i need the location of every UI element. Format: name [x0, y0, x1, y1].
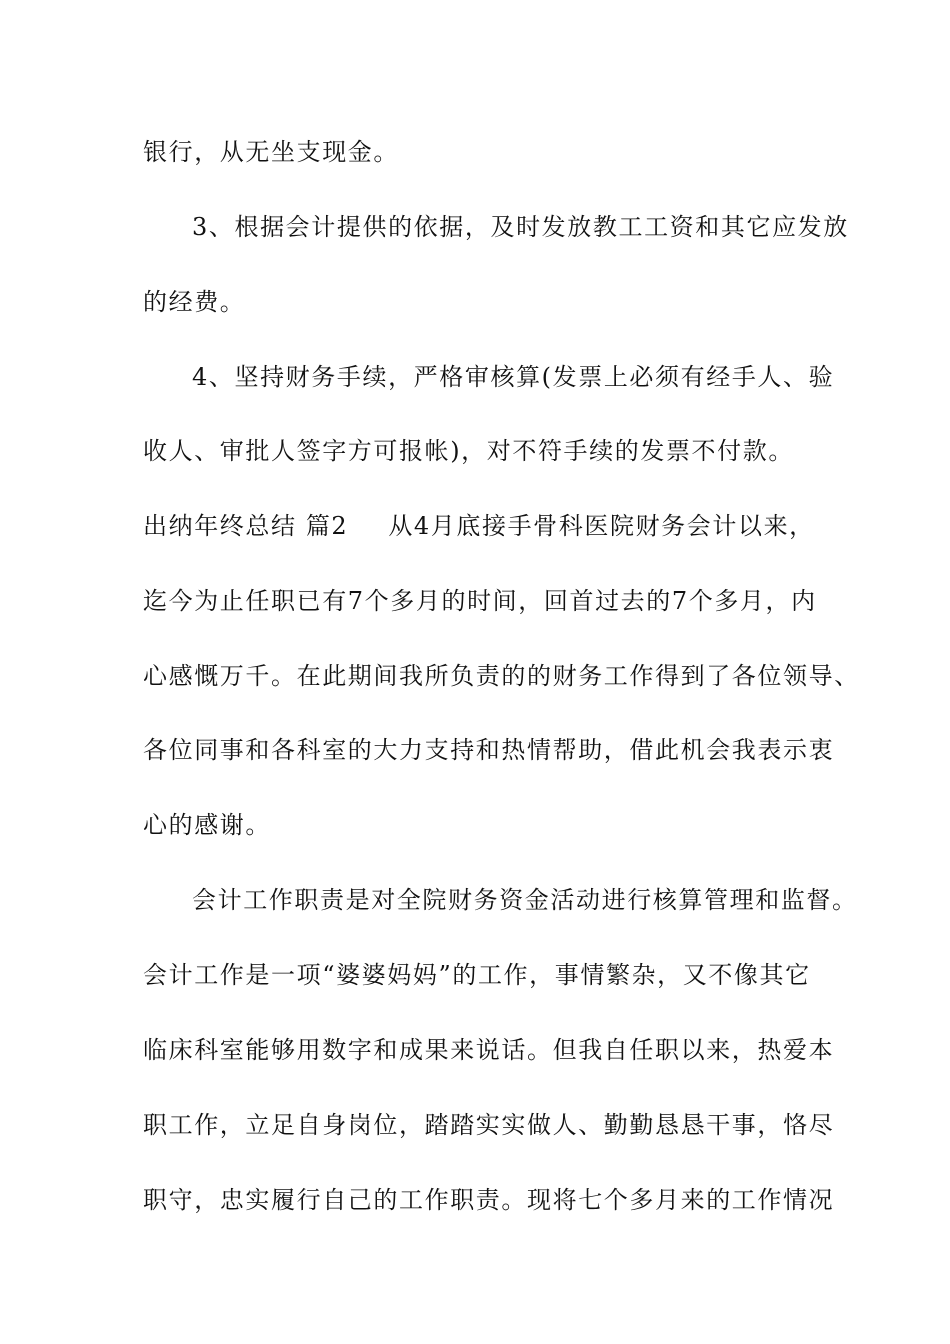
text-line-5: 收人、审批人签字方可报帐)，对不符手续的发票不付款。	[143, 437, 794, 465]
text-line-9: 各位同事和各科室的大力支持和热情帮助，借此机会我表示衷	[143, 736, 835, 764]
section-lead-text: 从4月底接手骨科医院财务会计以来，	[388, 512, 815, 540]
section-heading: 出纳年终总结 篇2	[143, 512, 349, 540]
text-line-13: 临床科室能够用数字和成果来说话。但我自任职以来，热爱本	[143, 1036, 835, 1064]
text-line-14: 职工作，立足自身岗位，踏踏实实做人、勤勤恳恳干事，恪尽	[143, 1111, 835, 1139]
text-line-11: 会计工作职责是对全院财务资金活动进行核算管理和监督。	[192, 886, 858, 914]
text-line-12: 会计工作是一项“婆婆妈妈”的工作，事情繁杂，又不像其它	[143, 961, 811, 989]
text-line-3: 的经费。	[143, 288, 246, 316]
section-heading-line	[143, 511, 815, 541]
text-line-7: 迄今为止任职已有7个多月的时间，回首过去的7个多月，内	[143, 587, 817, 615]
text-line-15: 职守，忠实履行自己的工作职责。现将七个多月来的工作情况	[143, 1186, 835, 1214]
text-line-2: 3、根据会计提供的依据，及时发放教工工资和其它应发放	[192, 213, 849, 241]
text-line-10: 心的感谢。	[143, 811, 271, 839]
text-line-1: 银行，从无坐支现金。	[143, 138, 399, 166]
text-line-8: 心感慨万千。在此期间我所负责的的财务工作得到了各位领导、	[143, 662, 860, 690]
text-line-4: 4、坚持财务手续，严格审核算(发票上必须有经手人、验	[192, 363, 835, 391]
